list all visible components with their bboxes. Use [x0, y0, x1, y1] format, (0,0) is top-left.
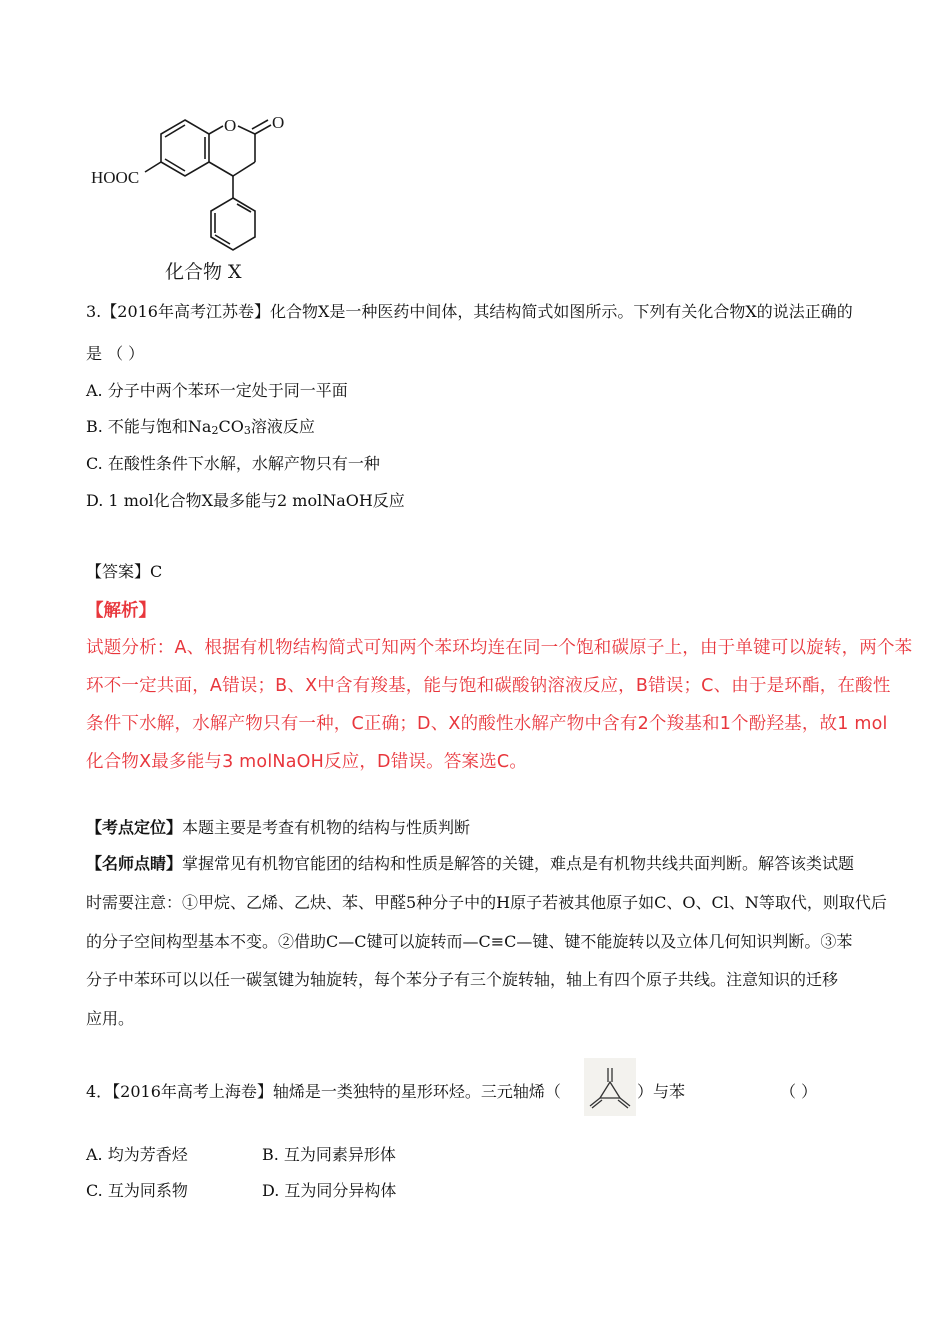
q3-option-b-mid: CO	[218, 417, 244, 436]
q3-option-b-prefix: B. 不能与饱和Na	[86, 417, 212, 436]
q3-analysis-line: 环不一定共面，A错误；B、X中含有羧基，能与饱和碳酸钠溶液反应，B错误；C、由于是环酯，在酸性	[86, 676, 891, 696]
q3-kaodian	[86, 818, 470, 838]
mingshi-line1: 掌握常见有机物官能团的结构和性质是解答的关键，难点是有机物共线共面判断。解答该类试题	[182, 854, 855, 873]
q4-option-a: A. 均为芳香烃	[86, 1145, 188, 1164]
q4-option-c: C. 互为同系物	[86, 1181, 188, 1200]
q3-analysis-line: 化合物X最多能与3 molNaOH反应，D错误。答案选C。	[86, 752, 528, 772]
q3-analysis-line: 试题分析：A、根据有机物结构简式可知两个苯环均连在同一个饱和碳原子上，由于单键可以旋转，两个苯	[86, 638, 913, 658]
mingshi-head: 【名师点睛】	[86, 854, 183, 873]
q3-answer: 【答案】C	[86, 562, 163, 581]
q3-option-b-sub2: 3	[243, 424, 251, 437]
compound-caption: 化合物 X	[165, 261, 242, 283]
q4-option-d: D. 互为同分异构体	[262, 1181, 397, 1200]
triaxialene-structure	[584, 1058, 636, 1116]
q3-option-b-sub1: 2	[211, 424, 219, 437]
q3-option-b-suffix: 溶液反应	[250, 417, 315, 436]
q3-stem-line2: 是 （ ）	[86, 344, 145, 363]
carbonyl-oxygen-label: O	[272, 113, 285, 132]
q3-option-c: C. 在酸性条件下水解，水解产物只有一种	[86, 454, 380, 473]
ring-oxygen-label: O	[224, 116, 237, 135]
q3-stem-line1: 3.【2016年高考江苏卷】化合物X是一种医药中间体，其结构简式如图所示。下列有关化合物X的说法正确的	[86, 302, 853, 321]
q4-stem-paren: （ ）	[780, 1082, 818, 1101]
q3-option-b	[86, 417, 315, 441]
mingshi-line: 时需要注意：①甲烷、乙烯、乙炔、苯、甲醛5种分子中的H原子若被其他原子如C、O、Cl、N等取代，则取代后	[86, 893, 887, 912]
q4-stem-before: 4．【2016年高考上海卷】轴烯是一类独特的星形环烃。三元轴烯（	[86, 1082, 561, 1101]
q3-analysis-line: 条件下水解，水解产物只有一种，C正确；D、X的酸性水解产物中含有2个羧基和1个酚羟基，故1 mol	[86, 714, 888, 734]
q3-option-a: A. 分子中两个苯环一定处于同一平面	[86, 381, 348, 400]
mingshi-line: 应用。	[86, 1009, 135, 1028]
compound-x-structure	[85, 100, 305, 285]
q3-analysis-head: 【解析】	[86, 601, 156, 621]
q4-stem-after: ）与苯	[637, 1082, 686, 1101]
kaodian-text: 本题主要是考查有机物的结构与性质判断	[182, 818, 471, 837]
mingshi-line: 分子中苯环可以以任一碳氢键为轴旋转，每个苯分子有三个旋转轴，轴上有四个原子共线。注意知识的迁移	[86, 970, 839, 989]
q3-mingshi	[86, 854, 854, 874]
q4-option-b: B. 互为同素异形体	[262, 1145, 396, 1164]
hooc-label: HOOC	[91, 168, 140, 187]
q3-option-d: D. 1 mol化合物X最多能与2 molNaOH反应	[86, 491, 405, 510]
kaodian-head: 【考点定位】	[86, 818, 183, 837]
mingshi-line: 的分子空间构型基本不变。②借助C—C键可以旋转而—C≡C—键、键不能旋转以及立体几何知识判断。③苯	[86, 932, 853, 951]
